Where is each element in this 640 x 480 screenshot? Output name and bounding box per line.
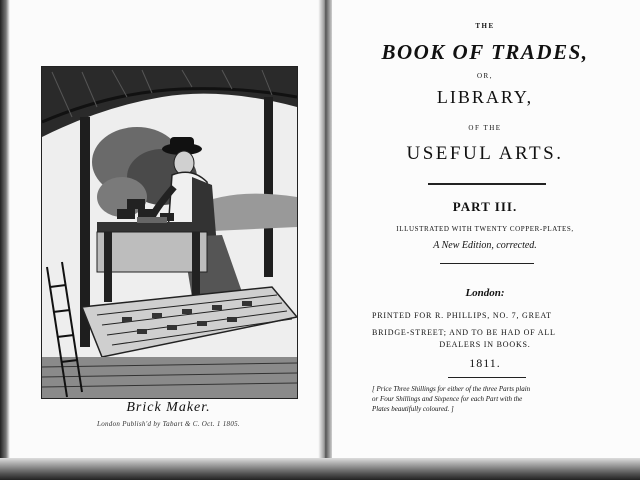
price-line-3: Plates beautifully coloured. ] <box>372 405 454 413</box>
printer-line-3: DEALERS IN BOOKS. <box>439 340 531 349</box>
title-or: OR, <box>477 72 493 80</box>
part-number: PART III. <box>452 199 518 214</box>
title-library: LIBRARY, <box>436 87 534 107</box>
imprint-place: London: <box>465 287 505 299</box>
frontispiece-engraving <box>41 66 298 399</box>
book-gutter <box>318 0 332 480</box>
book-title: BOOK OF TRADES, <box>381 40 589 64</box>
year-rule <box>448 377 526 378</box>
price-line-2: or Four Shillings and Sixpence for each Part with the <box>372 395 523 403</box>
edition-rule <box>440 263 534 264</box>
scan-shadow-left <box>0 0 10 480</box>
printer-line-2: BRIDGE-STREET; AND TO BE HAD OF ALL <box>372 327 556 337</box>
price-note <box>372 384 622 414</box>
price-line-1: [ Price Three Shillings for either of the three Parts plain <box>372 385 531 393</box>
illustrated-note: ILLUSTRATED WITH TWENTY COPPER-PLATES, <box>396 225 574 233</box>
plate-caption: Brick Maker. <box>126 400 211 415</box>
edition-note: A New Edition, corrected. <box>433 240 537 251</box>
title-of-the: OF THE <box>468 124 502 132</box>
brick-maker-illustration <box>42 67 297 398</box>
title-rule <box>428 183 546 185</box>
printer-line-1: PRINTED FOR R. PHILLIPS, NO. 7, GREAT <box>372 311 552 320</box>
title-the: THE <box>475 22 495 30</box>
scan-shadow-bottom <box>0 458 640 480</box>
plate-imprint: London Publish'd by Tabart & C. Oct. 1 1805. <box>97 420 240 428</box>
title-useful-arts: USEFUL ARTS. <box>406 143 564 164</box>
printer-imprint <box>372 308 622 341</box>
publication-year: 1811. <box>469 356 501 370</box>
